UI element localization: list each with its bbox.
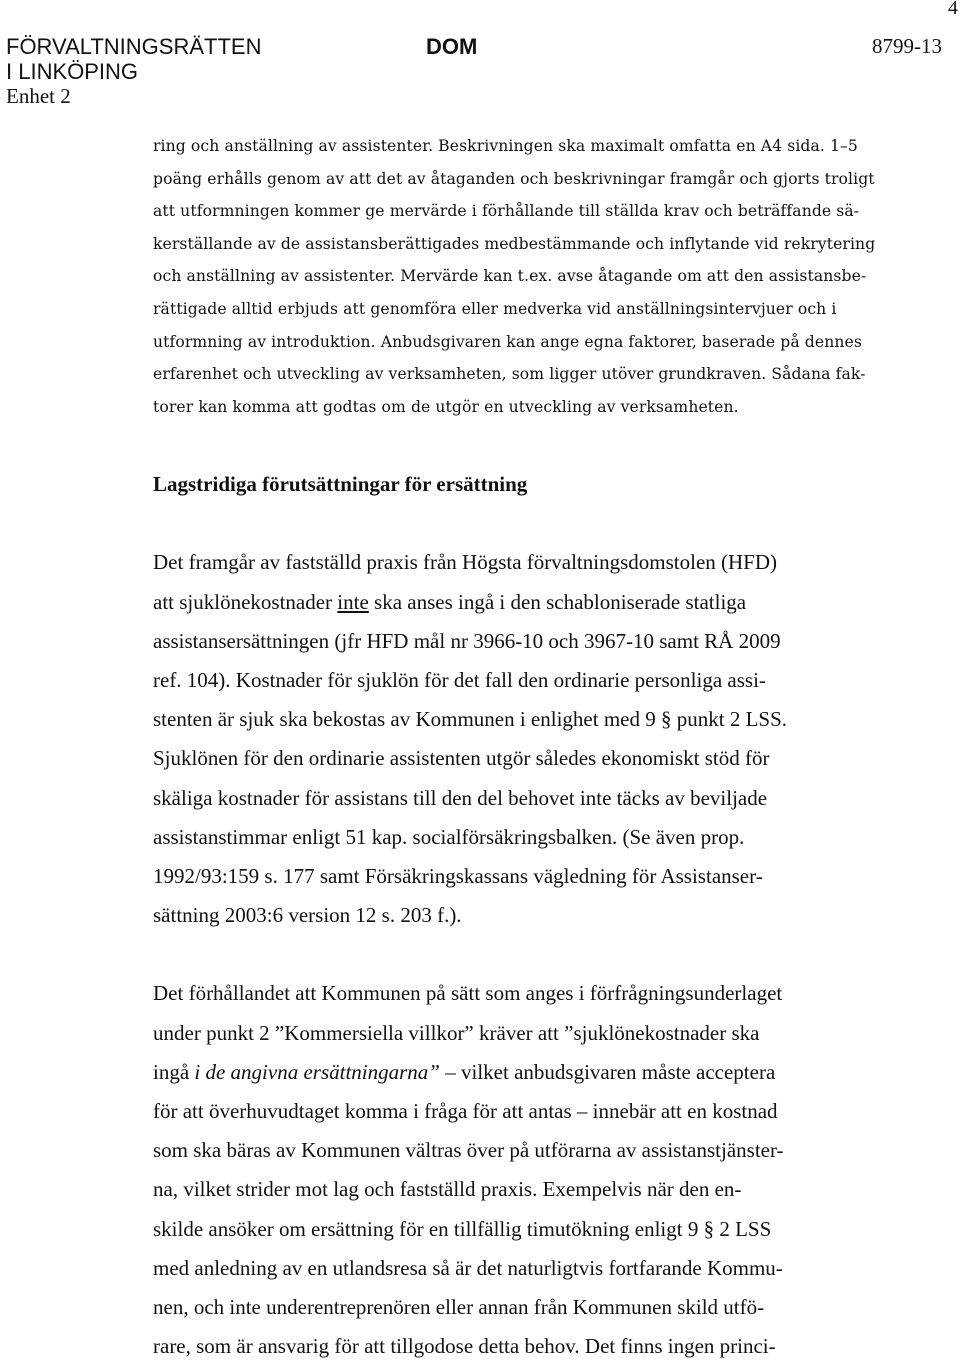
text-line: nen, och inte underentreprenören eller annan från Kommunen skild utfö-	[153, 1295, 765, 1319]
text-line: assistansersättningen (jfr HFD mål nr 3966-10 och 3967-10 samt RÅ 2009	[153, 628, 781, 653]
text-line: na, vilket strider mot lag och fastställd praxis. Exempelvis när den en-	[153, 1177, 742, 1202]
document-body	[153, 130, 876, 1366]
text-line	[153, 1053, 843, 1092]
court-unit: Enhet 2	[6, 84, 71, 108]
intro-paragraph	[153, 130, 876, 423]
text-line: under punkt 2 ”Kommersiella villkor” kräver att ”sjuklönekostnader ska	[153, 1020, 760, 1045]
text-line: ring och anställning av assistenter. Beskrivningen ska maximalt omfatta en A4 sida. 1–5	[153, 137, 858, 155]
text-line: Det framgår av fastställd praxis från Högsta förvaltningsdomstolen (HFD)	[153, 550, 778, 575]
text-line: skilde ansöker om ersättning för en tillfällig timutökning enligt 9 § 2 LSS	[153, 1216, 772, 1241]
text-line: sättning 2003:6 version 12 s. 203 f.).	[153, 903, 462, 928]
text-line: skäliga kostnader för assistans till den del behovet inte täcks av beviljade	[153, 785, 768, 810]
text-line: torer kan komma att godtas om de utgör en utveckling av verksamheten.	[153, 397, 739, 416]
text-line: som ska bäras av Kommunen vältras över på utförarna av assistanstjänster-	[153, 1138, 784, 1163]
text-line: poäng erhålls genom av att det av åtaganden och beskrivningar framgår och gjorts troligt	[153, 169, 875, 188]
text-line: att utformningen kommer ge mervärde i förhållande till ställda krav och beträffande sä-	[153, 202, 860, 221]
text-line: utformning av introduktion. Anbudsgivaren kan ange egna faktorer, baserade på dennes	[153, 332, 862, 351]
text-line: rättigade alltid erbjuds att genomföra eller medverka vid anställningsintervjuer och i	[153, 299, 837, 318]
text-segment: ska anses ingå i den schabloniserade statliga	[368, 589, 747, 614]
paragraph-sick-pay-practice	[153, 543, 843, 935]
text-line: erfarenhet och utveckling av verksamheten, som ligger utöver grundkraven. Sådana fak-	[153, 365, 866, 384]
underlined-emphasis: inte	[337, 589, 369, 614]
text-line: stenten är sjuk ska bekostas av Kommunen i enlighet med 9 § punkt 2 LSS.	[153, 707, 787, 732]
text-line: 1992/93:159 s. 177 samt Försäkringskassans vägledning för Assistanser-	[153, 863, 763, 888]
text-line: Sjuklönen för den ordinarie assistenten utgör således ekonomiskt stöd för	[153, 746, 770, 771]
section-heading: Lagstridiga förutsättningar för ersättning	[153, 472, 528, 497]
text-segment: – vilket anbudsgivaren måste acceptera	[440, 1059, 776, 1084]
text-line: med anledning av en utlandsresa så är det naturligtvis fortfarande Kommu-	[153, 1255, 783, 1280]
page-number: 4	[948, 0, 958, 19]
document-type: DOM	[426, 34, 478, 59]
text-line: ref. 104). Kostnader för sjuklön för det fall den ordinarie personliga assi-	[153, 667, 766, 692]
court-name-line-1: FÖRVALTNINGSRÄTTEN	[6, 34, 262, 59]
text-line: Det förhållandet att Kommunen på sätt som anges i förfrågningsunderlaget	[153, 981, 783, 1006]
court-name-line-2: I LINKÖPING	[6, 59, 139, 84]
text-line: och anställning av assistenter. Mervärde kan t.ex. avse åtagande om att den assistansbe-	[153, 267, 867, 286]
document-header	[6, 34, 942, 109]
text-segment: att sjuklönekostnader	[153, 589, 338, 614]
text-line: kerställande av de assistansberättigades medbestämmande och inflytande vid rekrytering	[153, 234, 876, 253]
text-line	[153, 583, 843, 622]
text-line: för att överhuvudtaget komma i fråga för att antas – innebär att en kostnad	[153, 1098, 778, 1123]
italic-quote: i de angivna ersättningarna”	[194, 1059, 440, 1084]
text-line: assistanstimmar enligt 51 kap. socialförsäkringsbalken. (Se även prop.	[153, 824, 745, 849]
case-number: 8799-13	[872, 34, 942, 58]
text-segment: ingå	[153, 1059, 195, 1084]
text-line: rare, som är ansvarig för att tillgodose detta behov. Det finns ingen princi-	[153, 1334, 776, 1359]
paragraph-municipality-conditions	[153, 974, 843, 1366]
